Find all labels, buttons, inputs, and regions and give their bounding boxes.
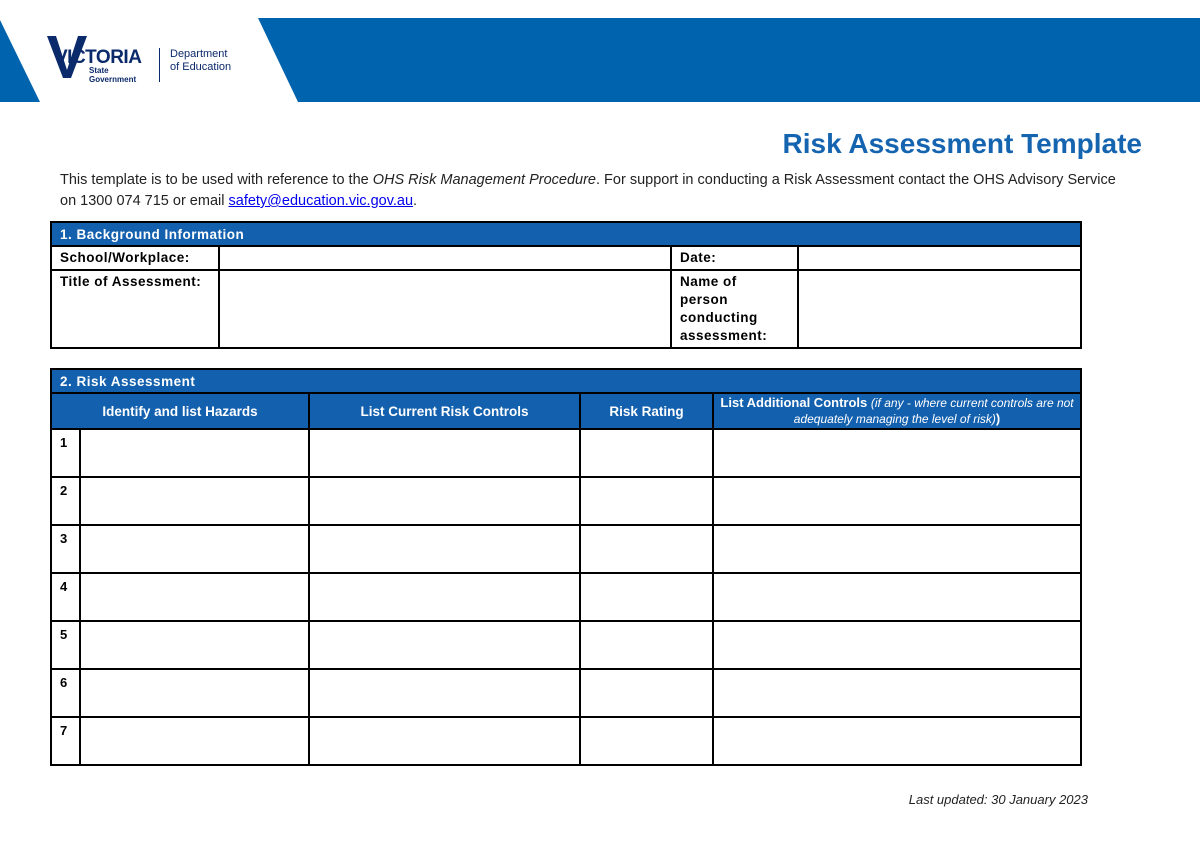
rating-cell[interactable] — [580, 477, 713, 525]
hazard-cell[interactable] — [80, 525, 309, 573]
rating-cell[interactable] — [580, 669, 713, 717]
date-label: Date: — [671, 246, 798, 270]
controls-cell[interactable] — [309, 573, 580, 621]
intro-text-3: . — [413, 193, 418, 209]
additional-cell[interactable] — [713, 669, 1081, 717]
school-label: School/Workplace: — [51, 246, 219, 270]
logo-state: State — [89, 66, 109, 75]
additional-controls-column-header — [713, 393, 1081, 429]
controls-cell[interactable] — [309, 717, 580, 765]
additional-cell[interactable] — [713, 477, 1081, 525]
rating-cell[interactable] — [580, 621, 713, 669]
row-number: 7 — [51, 717, 80, 765]
controls-cell[interactable] — [309, 477, 580, 525]
additional-controls-note: (if any - where current controls are not adequately managing the level of risk) — [793, 396, 1074, 426]
school-field[interactable] — [219, 246, 671, 270]
logo-wordmark: VICTORIA — [55, 47, 142, 68]
hazard-cell[interactable] — [80, 717, 309, 765]
additional-cell[interactable] — [713, 717, 1081, 765]
controls-cell[interactable] — [309, 429, 580, 477]
row-number: 4 — [51, 573, 80, 621]
additional-cell[interactable] — [713, 525, 1081, 573]
rating-cell[interactable] — [580, 429, 713, 477]
background-heading: 1. Background Information — [51, 222, 1081, 246]
controls-column-header: List Current Risk Controls — [309, 393, 580, 429]
intro-paragraph — [60, 170, 1120, 212]
page-title: Risk Assessment Template — [782, 128, 1142, 159]
controls-cell[interactable] — [309, 669, 580, 717]
additional-cell[interactable] — [713, 621, 1081, 669]
row-number: 6 — [51, 669, 80, 717]
email-link[interactable]: safety@education.vic.gov.au — [228, 193, 414, 209]
risk-assessment-table — [50, 368, 1082, 766]
table-row — [51, 621, 1081, 669]
rating-cell[interactable] — [580, 717, 713, 765]
additional-controls-close: ) — [995, 411, 1001, 426]
table-row — [51, 717, 1081, 765]
hazard-cell[interactable] — [80, 621, 309, 669]
person-label: Name of person conducting assessment: — [671, 270, 798, 348]
logo-state-government — [89, 66, 136, 84]
hazard-cell[interactable] — [80, 573, 309, 621]
title-field[interactable] — [219, 270, 671, 348]
controls-cell[interactable] — [309, 621, 580, 669]
intro-text-1: This template is to be used with reference to the — [60, 172, 373, 188]
procedure-name: OHS Risk Management Procedure — [372, 172, 596, 188]
rating-cell[interactable] — [580, 525, 713, 573]
logo-government: Government — [89, 75, 137, 84]
row-number: 1 — [51, 429, 80, 477]
title-label: Title of Assessment: — [51, 270, 219, 348]
last-updated: Last updated: 30 January 2023 — [908, 792, 1088, 807]
table-row — [51, 525, 1081, 573]
risk-heading: 2. Risk Assessment — [51, 369, 1081, 393]
rating-cell[interactable] — [580, 573, 713, 621]
controls-cell[interactable] — [309, 525, 580, 573]
row-number: 2 — [51, 477, 80, 525]
hazard-cell[interactable] — [80, 477, 309, 525]
intro-text-2: . For support in conducting a Risk Assessment contact the OHS Advisory Service on 1300 074 715 or email — [60, 172, 1116, 209]
row-number: 3 — [51, 525, 80, 573]
logo-dept-line1: Department — [170, 48, 228, 60]
table-row — [51, 477, 1081, 525]
table-row — [51, 669, 1081, 717]
row-number: 5 — [51, 621, 80, 669]
hazard-cell[interactable] — [80, 429, 309, 477]
person-field[interactable] — [798, 270, 1081, 348]
logo-divider — [159, 48, 160, 82]
rating-column-header: Risk Rating — [580, 393, 713, 429]
hazard-cell[interactable] — [80, 669, 309, 717]
date-field[interactable] — [798, 246, 1081, 270]
logo-dept-line2: of Education — [170, 61, 232, 73]
victoria-government-logo — [47, 44, 277, 92]
additional-controls-title: List Additional Controls — [720, 395, 868, 410]
table-row — [51, 429, 1081, 477]
logo-department — [170, 48, 231, 74]
additional-cell[interactable] — [713, 429, 1081, 477]
background-information-table — [50, 221, 1082, 349]
table-row — [51, 573, 1081, 621]
hazards-column-header: Identify and list Hazards — [51, 393, 309, 429]
additional-cell[interactable] — [713, 573, 1081, 621]
